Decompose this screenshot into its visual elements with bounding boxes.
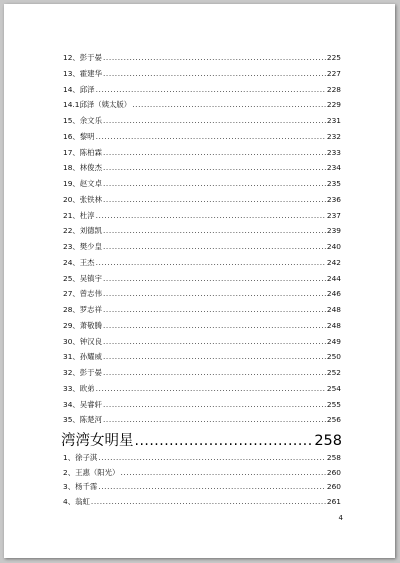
dot-leader: [103, 368, 326, 377]
toc-entry-page: 235: [326, 179, 341, 188]
toc-entry-page: 260: [326, 467, 341, 477]
toc-entry-label: 30、钟汉良: [63, 336, 102, 346]
toc-entry[interactable]: [63, 349, 341, 361]
toc-entry[interactable]: [63, 255, 341, 267]
table-of-contents: [4, 4, 395, 558]
toc-entry-page: 237: [326, 210, 341, 220]
toc-entry[interactable]: [63, 479, 341, 491]
toc-entry[interactable]: [63, 160, 341, 172]
toc-entry-page: 242: [326, 257, 341, 267]
toc-entry[interactable]: [63, 450, 341, 462]
toc-entry-label: 17、陈柏霖: [63, 147, 102, 157]
toc-entry-label: 33、欧弟: [63, 383, 95, 393]
toc-entry-page: 252: [326, 368, 341, 377]
toc-entry[interactable]: [63, 412, 341, 424]
dot-leader: [96, 211, 326, 220]
dot-leader: [103, 53, 326, 62]
toc-entry[interactable]: [63, 334, 341, 346]
toc-entry-label: 20、张铁林: [63, 194, 102, 204]
dot-leader: [132, 100, 326, 109]
dot-leader: [91, 497, 326, 506]
toc-entry-label: 31、孙耀威: [63, 352, 102, 362]
dot-leader: [96, 258, 326, 267]
toc-entry[interactable]: [63, 286, 341, 298]
toc-entry-label: 29、萧敬腾: [63, 320, 102, 330]
toc-entry[interactable]: [63, 223, 341, 235]
toc-entry-label: 21、杜淳: [63, 210, 95, 220]
dot-leader: [103, 179, 326, 188]
toc-entry-page: 232: [326, 131, 341, 141]
section-label: 湾湾女明星: [61, 433, 134, 449]
dot-leader: [98, 482, 326, 491]
toc-entry-page: 231: [326, 116, 341, 125]
toc-entry-label: 32、彭于晏: [63, 368, 102, 377]
toc-entry-label: 3、杨千霈: [63, 482, 98, 492]
toc-entry-page: 246: [326, 289, 341, 299]
dot-leader: [96, 384, 326, 393]
dot-leader: [103, 242, 326, 251]
toc-entry-label: 13、霍建华: [63, 68, 102, 78]
toc-entry-page: 227: [326, 68, 341, 78]
toc-entry[interactable]: [63, 318, 341, 330]
toc-entry-label: 22、刘德凯: [63, 226, 102, 236]
toc-entry-label: 23、樊少皇: [63, 242, 102, 251]
toc-entry-page: 256: [326, 415, 341, 425]
toc-entry-label: 24、王杰: [63, 257, 95, 267]
toc-entry-page: 244: [326, 273, 341, 283]
toc-entry[interactable]: [63, 271, 341, 283]
dot-leader: [135, 432, 314, 450]
section-page-number: 258: [314, 433, 342, 449]
page-number: 4: [338, 514, 343, 522]
dot-leader: [103, 274, 326, 283]
toc-entry-label: 19、赵文卓: [63, 179, 102, 188]
document-page: [4, 4, 395, 558]
toc-section-heading[interactable]: [61, 428, 342, 450]
dot-leader: [96, 132, 326, 141]
toc-entry-label: 25、吴镇宇: [63, 273, 102, 283]
toc-entry-page: 260: [326, 482, 341, 492]
toc-entry-page: 254: [326, 383, 341, 393]
toc-entry-label: 12、彭于晏: [63, 53, 102, 62]
toc-entry[interactable]: [63, 97, 341, 109]
toc-entry[interactable]: [63, 465, 341, 477]
toc-entry[interactable]: [63, 176, 341, 188]
dot-leader: [103, 415, 326, 424]
toc-entry-page: 225: [326, 53, 341, 62]
toc-entry[interactable]: [63, 302, 341, 314]
toc-entry-page: 248: [326, 320, 341, 330]
toc-entry-page: 258: [326, 453, 341, 462]
toc-entry-label: 34、吴睿轩: [63, 399, 102, 409]
toc-entry-label: 16、黎明: [63, 131, 95, 141]
toc-entry-label: 14.1邱泽（姨太版）: [63, 100, 132, 110]
toc-entry[interactable]: [63, 208, 341, 220]
toc-entry[interactable]: [63, 365, 341, 377]
toc-entry-label: 4、翁虹: [63, 497, 90, 507]
toc-entry[interactable]: [63, 192, 341, 204]
dot-leader: [103, 305, 326, 314]
dot-leader: [103, 69, 326, 78]
dot-leader: [103, 226, 326, 235]
toc-entry-label: 15、余文乐: [63, 116, 102, 125]
toc-entry-label: 27、曾志伟: [63, 289, 102, 299]
toc-entry[interactable]: [63, 129, 341, 141]
toc-entry-page: 228: [326, 84, 341, 94]
dot-leader: [103, 337, 326, 346]
toc-entry[interactable]: [63, 239, 341, 251]
toc-entry-page: 249: [326, 336, 341, 346]
toc-entry-label: 18、林俊杰: [63, 163, 102, 173]
toc-entry-label: 1、徐子淇: [63, 453, 98, 462]
toc-entry-page: 248: [326, 305, 341, 314]
toc-entry-label: 2、王惠（阳光）: [63, 467, 120, 477]
toc-entry-page: 250: [326, 352, 341, 362]
toc-entry[interactable]: [63, 381, 341, 393]
dot-leader: [96, 85, 326, 94]
toc-entry-page: 234: [326, 163, 341, 173]
dot-leader: [103, 116, 326, 125]
toc-entry-page: 236: [326, 194, 341, 204]
toc-entry[interactable]: [63, 113, 341, 125]
dot-leader: [120, 468, 325, 477]
toc-entry-page: 240: [326, 242, 341, 251]
toc-entry-page: 229: [326, 100, 341, 110]
dot-leader: [103, 321, 326, 330]
toc-entry-label: 35、陈楚河: [63, 415, 102, 425]
toc-entry[interactable]: [63, 50, 341, 62]
toc-entry-page: 261: [326, 497, 341, 507]
toc-entry-page: 239: [326, 226, 341, 236]
dot-leader: [103, 195, 326, 204]
dot-leader: [103, 148, 326, 157]
toc-entry-page: 233: [326, 147, 341, 157]
toc-entry-page: 255: [326, 399, 341, 409]
dot-leader: [103, 163, 326, 172]
dot-leader: [103, 352, 326, 361]
toc-entry[interactable]: [63, 82, 341, 94]
toc-entry[interactable]: [63, 494, 341, 506]
dot-leader: [103, 400, 326, 409]
toc-entry-label: 28、罗志祥: [63, 305, 102, 314]
dot-leader: [98, 453, 326, 462]
toc-entry[interactable]: [63, 66, 341, 78]
toc-entry-label: 14、邱泽: [63, 84, 95, 94]
dot-leader: [103, 289, 326, 298]
toc-entry[interactable]: [63, 145, 341, 157]
toc-entry[interactable]: [63, 397, 341, 409]
